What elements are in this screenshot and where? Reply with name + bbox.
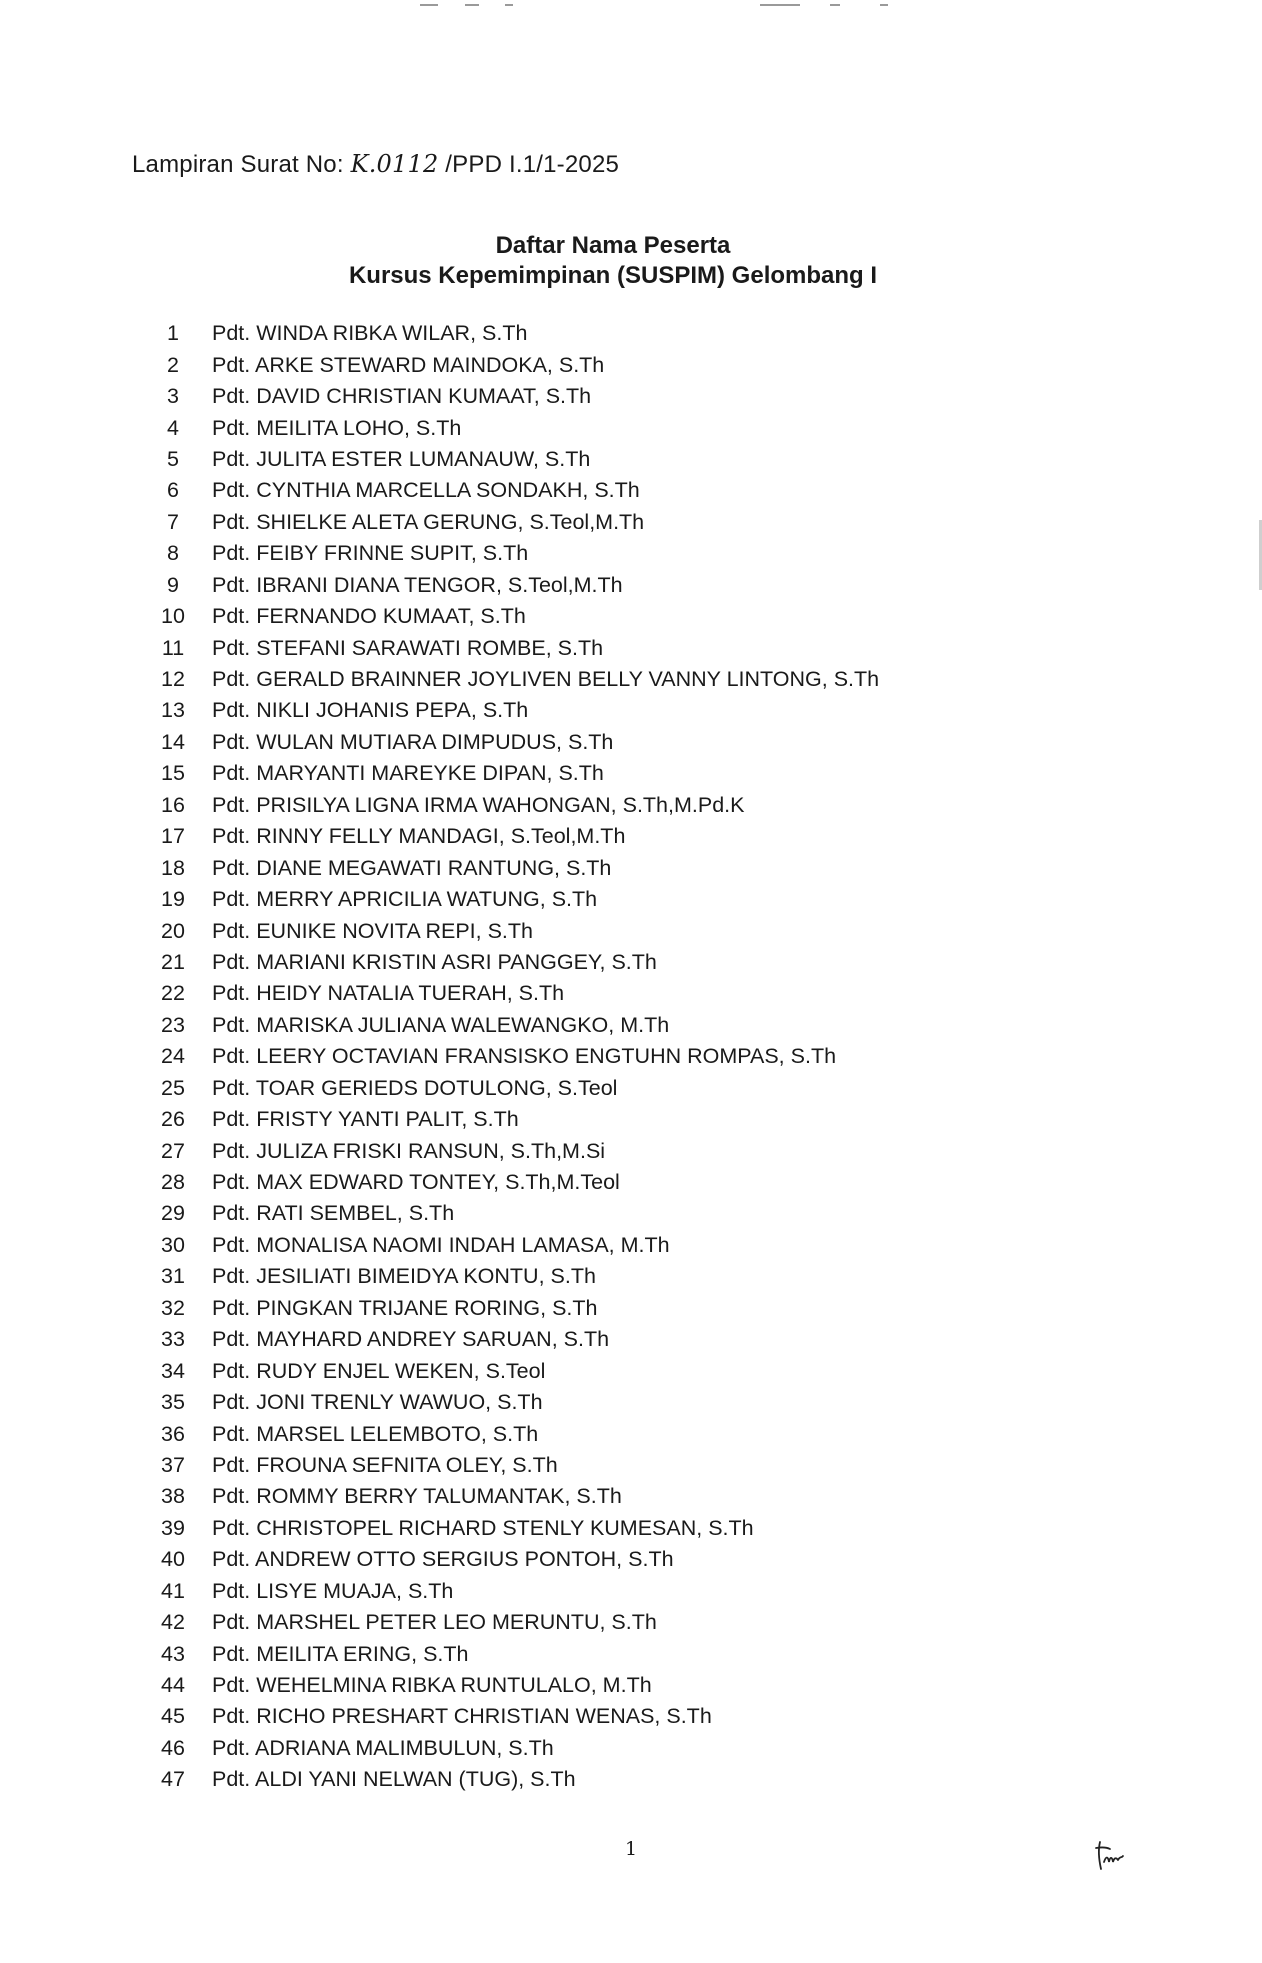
participant-row xyxy=(140,1670,1040,1701)
participant-name: Pdt. RINNY FELLY MANDAGI, S.Teol,M.Th xyxy=(212,824,626,849)
participant-number: 33 xyxy=(161,1327,185,1352)
participant-name: Pdt. TOAR GERIEDS DOTULONG, S.Teol xyxy=(212,1075,618,1100)
participant-number: 13 xyxy=(161,698,185,723)
participant-row xyxy=(140,695,1040,726)
participant-name: Pdt. GERALD BRAINNER JOYLIVEN BELLY VANNY LINTONG, S.Th xyxy=(212,667,880,692)
participant-name: Pdt. FERNANDO KUMAAT, S.Th xyxy=(212,604,526,629)
participant-row xyxy=(140,1355,1040,1386)
participant-number: 29 xyxy=(161,1201,185,1226)
participant-name: Pdt. DAVID CHRISTIAN KUMAAT, S.Th xyxy=(212,384,592,409)
participant-name: Pdt. MARYANTI MAREYKE DIPAN, S.Th xyxy=(212,761,604,786)
participant-row xyxy=(140,1387,1040,1418)
participant-row xyxy=(140,884,1040,915)
participant-number: 32 xyxy=(161,1295,185,1320)
participant-name: Pdt. MARSEL LELEMBOTO, S.Th xyxy=(212,1421,539,1446)
participant-number: 36 xyxy=(161,1421,185,1446)
participant-name: Pdt. RATI SEMBEL, S.Th xyxy=(212,1201,455,1226)
participant-row xyxy=(140,1073,1040,1104)
participant-row xyxy=(140,1450,1040,1481)
participant-row xyxy=(140,852,1040,883)
participant-name: Pdt. WULAN MUTIARA DIMPUDUS, S.Th xyxy=(212,729,614,754)
participant-row xyxy=(140,978,1040,1009)
participant-row xyxy=(140,632,1040,663)
participant-row xyxy=(140,1041,1040,1072)
participant-row xyxy=(140,1167,1040,1198)
participant-name: Pdt. JESILIATI BIMEIDYA KONTU, S.Th xyxy=(212,1264,596,1289)
reference-prefix: Lampiran Surat No: xyxy=(132,151,351,178)
participant-row xyxy=(140,1135,1040,1166)
participant-name: Pdt. RUDY ENJEL WEKEN, S.Teol xyxy=(212,1358,546,1383)
scan-artifact-marks xyxy=(420,4,900,10)
participant-number: 27 xyxy=(161,1138,185,1163)
participant-number: 3 xyxy=(167,384,179,409)
reference-suffix: /PPD I.1/1-2025 xyxy=(438,151,620,178)
participant-name: Pdt. WINDA RIBKA WILAR, S.Th xyxy=(212,321,528,346)
participant-row xyxy=(140,1513,1040,1544)
participant-name: Pdt. CYNTHIA MARCELLA SONDAKH, S.Th xyxy=(212,478,640,503)
participant-name: Pdt. ALDI YANI NELWAN (TUG), S.Th xyxy=(212,1767,576,1792)
participant-number: 20 xyxy=(161,918,185,943)
participant-number: 1 xyxy=(167,321,179,346)
participant-row xyxy=(140,790,1040,821)
participant-row xyxy=(140,1544,1040,1575)
participant-number: 2 xyxy=(167,352,179,377)
participant-row xyxy=(140,758,1040,789)
participant-row xyxy=(140,1607,1040,1638)
participant-row xyxy=(140,570,1040,601)
participant-row xyxy=(140,412,1040,443)
participant-name: Pdt. MEILITA LOHO, S.Th xyxy=(212,415,462,440)
participant-number: 4 xyxy=(167,415,179,440)
participant-number: 42 xyxy=(161,1610,185,1635)
participant-name: Pdt. LEERY OCTAVIAN FRANSISKO ENGTUHN ROMPAS, S.Th xyxy=(212,1044,837,1069)
participant-name: Pdt. SHIELKE ALETA GERUNG, S.Teol,M.Th xyxy=(212,509,645,534)
participant-number: 14 xyxy=(161,729,185,754)
participant-number: 7 xyxy=(167,509,179,534)
participant-row xyxy=(140,664,1040,695)
participant-name: Pdt. DIANE MEGAWATI RANTUNG, S.Th xyxy=(212,855,612,880)
participant-row xyxy=(140,381,1040,412)
participant-number: 23 xyxy=(161,1012,185,1037)
participant-row xyxy=(140,1638,1040,1669)
participant-number: 10 xyxy=(161,604,185,629)
participant-row xyxy=(140,1261,1040,1292)
participant-row xyxy=(140,1324,1040,1355)
participant-row xyxy=(140,915,1040,946)
participant-name: Pdt. FRISTY YANTI PALIT, S.Th xyxy=(212,1107,519,1132)
participant-name: Pdt. ARKE STEWARD MAINDOKA, S.Th xyxy=(212,352,605,377)
participant-name: Pdt. ROMMY BERRY TALUMANTAK, S.Th xyxy=(212,1484,622,1509)
participant-row xyxy=(140,538,1040,569)
participant-number: 18 xyxy=(161,855,185,880)
participant-row xyxy=(140,507,1040,538)
participant-row xyxy=(140,349,1040,380)
participant-row xyxy=(140,444,1040,475)
participant-name: Pdt. MERRY APRICILIA WATUNG, S.Th xyxy=(212,887,598,912)
participant-row xyxy=(140,1481,1040,1512)
participant-number: 39 xyxy=(161,1515,185,1540)
participant-number: 34 xyxy=(161,1358,185,1383)
letter-reference xyxy=(132,150,619,179)
participant-number: 9 xyxy=(167,572,179,597)
participant-name: Pdt. PRISILYA LIGNA IRMA WAHONGAN, S.Th,M.Pd.K xyxy=(212,792,745,817)
participant-number: 25 xyxy=(161,1075,185,1100)
participant-number: 40 xyxy=(161,1547,185,1572)
page-number: 1 xyxy=(624,1838,638,1860)
participant-row xyxy=(140,821,1040,852)
reference-handwritten-number: K.0112 xyxy=(350,150,439,178)
participant-name: Pdt. WEHELMINA RIBKA RUNTULALO, M.Th xyxy=(212,1673,652,1698)
participant-name: Pdt. LISYE MUAJA, S.Th xyxy=(212,1578,454,1603)
participant-number: 38 xyxy=(161,1484,185,1509)
participant-number: 30 xyxy=(161,1232,185,1257)
participant-number: 31 xyxy=(161,1264,185,1289)
participant-number: 43 xyxy=(161,1641,185,1666)
participant-name: Pdt. MARSHEL PETER LEO MERUNTU, S.Th xyxy=(212,1610,657,1635)
participant-name: Pdt. HEIDY NATALIA TUERAH, S.Th xyxy=(212,981,565,1006)
participant-name: Pdt. MARIANI KRISTIN ASRI PANGGEY, S.Th xyxy=(212,949,657,974)
participant-row xyxy=(140,1733,1040,1764)
participant-name: Pdt. JONI TRENLY WAWUO, S.Th xyxy=(212,1390,543,1415)
participant-number: 28 xyxy=(161,1170,185,1195)
participant-name: Pdt. ANDREW OTTO SERGIUS PONTOH, S.Th xyxy=(212,1547,674,1572)
participant-number: 11 xyxy=(161,635,185,660)
participant-number: 37 xyxy=(161,1452,185,1477)
participant-row xyxy=(140,318,1040,349)
participant-name: Pdt. JULIZA FRISKI RANSUN, S.Th,M.Si xyxy=(212,1138,606,1163)
participant-row xyxy=(140,475,1040,506)
participant-name: Pdt. FEIBY FRINNE SUPIT, S.Th xyxy=(212,541,529,566)
participant-row xyxy=(140,1010,1040,1041)
participant-number: 12 xyxy=(161,667,185,692)
participant-number: 17 xyxy=(161,824,185,849)
participant-number: 35 xyxy=(161,1390,185,1415)
participant-name: Pdt. RICHO PRESHART CHRISTIAN WENAS, S.Th xyxy=(212,1704,712,1729)
participant-row xyxy=(140,947,1040,978)
participant-row xyxy=(140,727,1040,758)
participant-number: 5 xyxy=(167,446,179,471)
participant-number: 45 xyxy=(161,1704,185,1729)
participant-row xyxy=(140,1104,1040,1135)
document-title: Daftar Nama Peserta xyxy=(495,232,731,259)
handwritten-initials-icon xyxy=(1092,1838,1126,1872)
participant-number: 6 xyxy=(167,478,179,503)
participant-name: Pdt. MARISKA JULIANA WALEWANGKO, M.Th xyxy=(212,1012,670,1037)
participant-name: Pdt. IBRANI DIANA TENGOR, S.Teol,M.Th xyxy=(212,572,623,597)
participant-number: 8 xyxy=(167,541,179,566)
participant-number: 24 xyxy=(161,1044,185,1069)
participant-name: Pdt. CHRISTOPEL RICHARD STENLY KUMESAN, S.Th xyxy=(212,1515,754,1540)
participant-number: 44 xyxy=(161,1673,185,1698)
participant-list xyxy=(140,318,1040,1796)
participant-name: Pdt. ADRIANA MALIMBULUN, S.Th xyxy=(212,1735,554,1760)
participant-number: 41 xyxy=(161,1578,185,1603)
participant-number: 47 xyxy=(161,1767,185,1792)
participant-row xyxy=(140,1701,1040,1732)
participant-number: 19 xyxy=(161,887,185,912)
participant-number: 16 xyxy=(161,792,185,817)
participant-name: Pdt. MAYHARD ANDREY SARUAN, S.Th xyxy=(212,1327,610,1352)
participant-name: Pdt. PINGKAN TRIJANE RORING, S.Th xyxy=(212,1295,598,1320)
participant-name: Pdt. MAX EDWARD TONTEY, S.Th,M.Teol xyxy=(212,1170,620,1195)
participant-name: Pdt. MONALISA NAOMI INDAH LAMASA, M.Th xyxy=(212,1232,670,1257)
participant-name: Pdt. NIKLI JOHANIS PEPA, S.Th xyxy=(212,698,529,723)
participant-row xyxy=(140,601,1040,632)
participant-row xyxy=(140,1576,1040,1607)
participant-name: Pdt. STEFANI SARAWATI ROMBE, S.Th xyxy=(212,635,604,660)
participant-row xyxy=(140,1418,1040,1449)
participant-number: 21 xyxy=(161,949,185,974)
participant-row xyxy=(140,1198,1040,1229)
document-subtitle: Kursus Kepemimpinan (SUSPIM) Gelombang I xyxy=(348,262,878,289)
participant-number: 22 xyxy=(161,981,185,1006)
participant-name: Pdt. MEILITA ERING, S.Th xyxy=(212,1641,469,1666)
participant-name: Pdt. FROUNA SEFNITA OLEY, S.Th xyxy=(212,1452,558,1477)
participant-row xyxy=(140,1230,1040,1261)
participant-name: Pdt. JULITA ESTER LUMANAUW, S.Th xyxy=(212,446,591,471)
participant-number: 26 xyxy=(161,1107,185,1132)
participant-row xyxy=(140,1293,1040,1324)
participant-number: 15 xyxy=(161,761,185,786)
participant-row xyxy=(140,1764,1040,1795)
participant-name: Pdt. EUNIKE NOVITA REPI, S.Th xyxy=(212,918,533,943)
participant-number: 46 xyxy=(161,1735,185,1760)
